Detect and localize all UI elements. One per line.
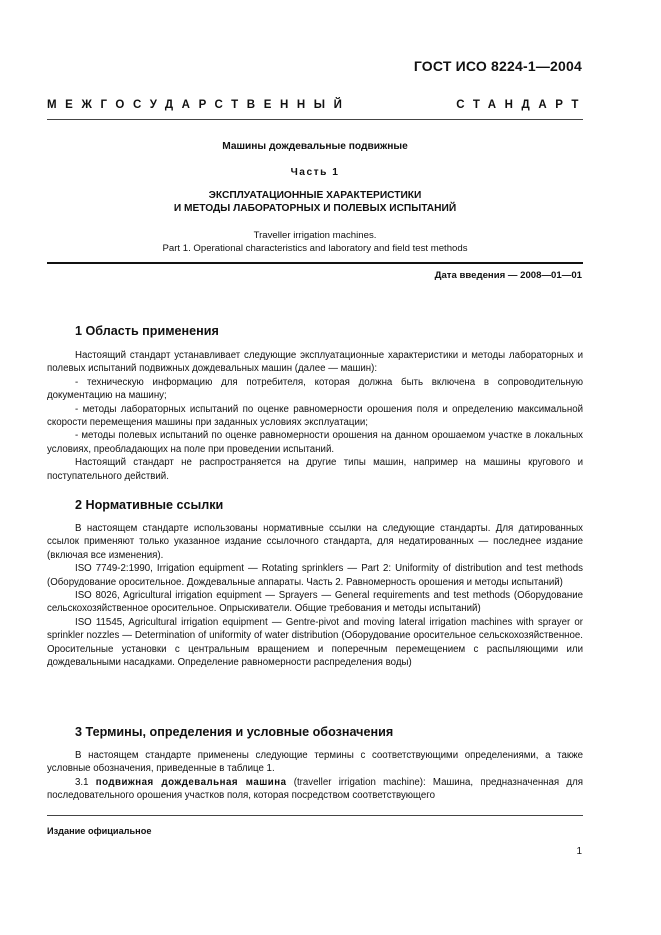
top-divider bbox=[47, 119, 583, 120]
subtitle-line: И МЕТОДЫ ЛАБОРАТОРНЫХ И ПОЛЕВЫХ ИСПЫТАНИЙ bbox=[173, 203, 457, 214]
term-definition bbox=[47, 776, 583, 803]
section-body bbox=[47, 749, 583, 803]
introduction-date: Дата введения — 2008—01—01 bbox=[434, 270, 582, 281]
paragraph: Настоящий стандарт не распространяется на другие типы машин, например на машины кругового и поступательного действий. bbox=[47, 457, 583, 482]
term-text: (traveller irrigation machine): Машина, предназначенная для последовательного орошения участков поля, которая посредством соответствующего bbox=[47, 776, 583, 802]
reference-entry: ISO 7749-2:1990, Irrigation equipment — Rotating sprinklers — Part 2: Uniformity of distribution and test methods (Оборудование оросительное. Дождевальные аппараты. Часть 2. Равномерность орошения и методы испытаний) bbox=[47, 563, 583, 588]
paragraph: - методы полевых испытаний по оценке равномерности орошения на данном орошаемом участке в локальных условиях, преобладающих на поле при проведении испытаний. bbox=[47, 430, 583, 455]
english-title-line: Part 1. Operational characteristics and laboratory and field test methods bbox=[162, 243, 468, 254]
official-edition-label: Издание официальное bbox=[47, 826, 152, 836]
paragraph: В настоящем стандарте применены следующие термины с соответствующими определениями, а также условные обозначения, приведенные в таблице 1. bbox=[47, 750, 583, 775]
page-number: 1 bbox=[576, 846, 582, 857]
title-divider bbox=[47, 262, 583, 264]
document-subtitle bbox=[47, 189, 583, 215]
paragraph: - техническую информацию для потребителя, которая должна быть включена в сопроводительную документацию на машину; bbox=[47, 376, 583, 402]
section-heading: 3 Термины, определения и условные обозначения bbox=[75, 725, 394, 739]
paragraph: - методы лабораторных испытаний по оценке равномерности орошения поля и определению максимальной скорости перемещения машины при заданных условиях эксплуатации; bbox=[47, 403, 583, 429]
part-label: Часть 1 bbox=[290, 167, 340, 178]
english-title bbox=[47, 229, 583, 255]
banner-word-standard: СТАНДАРТ bbox=[456, 99, 587, 111]
section-heading: 2 Нормативные ссылки bbox=[75, 498, 224, 512]
paragraph: В настоящем стандарте использованы нормативные ссылки на следующие стандарты. Для датированных ссылок применяют только указанное издание ссылочного стандарта, для недатированных — последнее издание (включая все изменения). bbox=[47, 523, 583, 561]
term-number: 3.1 bbox=[75, 776, 89, 788]
section-heading: 1 Область применения bbox=[75, 324, 219, 338]
english-title-line: Traveller irrigation machines. bbox=[253, 230, 377, 241]
section-body bbox=[47, 522, 583, 669]
banner-word-interstate: МЕЖГОСУДАРСТВЕННЫЙ bbox=[47, 99, 351, 111]
section-body bbox=[47, 349, 583, 483]
standard-code: ГОСТ ИСО 8224-1—2004 bbox=[413, 58, 582, 74]
subtitle-line: ЭКСПЛУАТАЦИОННЫЕ ХАРАКТЕРИСТИКИ bbox=[208, 190, 422, 201]
paragraph: Настоящий стандарт устанавливает следующие эксплуатационные характеристики и методы лабораторных и полевых испытаний подвижных дождевальных машин (далее — машин): bbox=[47, 350, 583, 375]
reference-entry: ISO 11545, Agricultural irrigation equipment — Gentre-pivot and moving lateral irrigation machines with sprayer or sprinkler nozzles — Determination of uniformity of water distribution (Оборудование оросительное сельскохозяйственное. Оросительные установки с центральным вращением и поперечным перемещением с распыляющими или дождевальными насадками. Определение равномерности распределения воды) bbox=[47, 616, 583, 669]
reference-entry: ISO 8026, Agricultural irrigation equipment — Sprayers — General requirements and test methods (Оборудование сельскохозяйственное оросительное. Опрыскиватели. Общие требования и методы испытаний) bbox=[47, 590, 583, 615]
document-title: Машины дождевальные подвижные bbox=[222, 141, 408, 152]
standard-type-banner bbox=[47, 99, 587, 111]
term-name: подвижная дождевальная машина bbox=[95, 776, 287, 788]
footer-divider bbox=[47, 815, 583, 816]
